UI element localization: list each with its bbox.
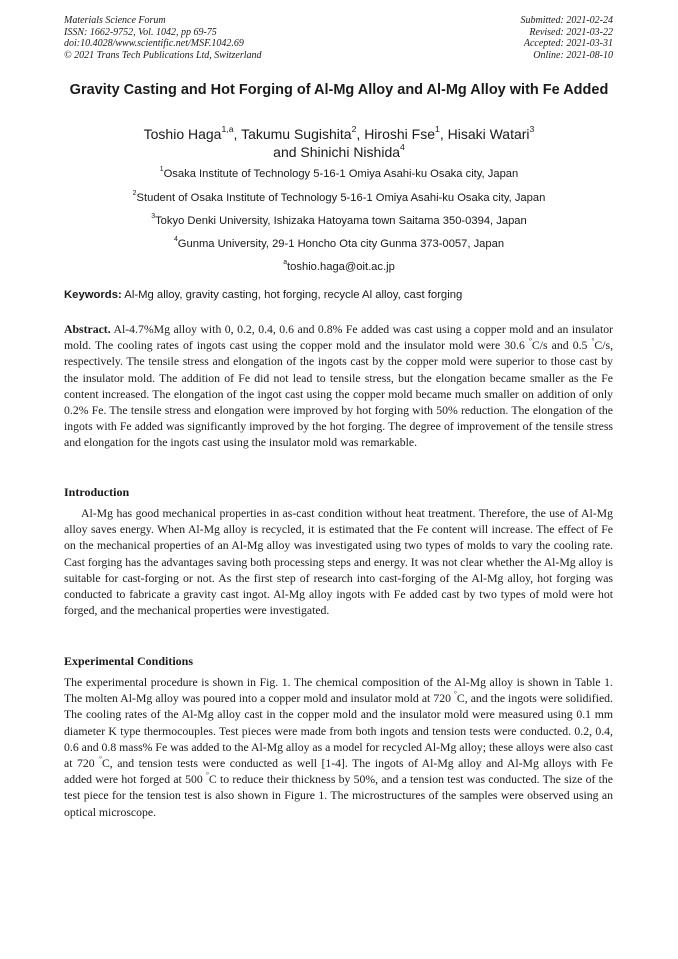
degree-symbol: °	[205, 771, 209, 780]
copyright-line: © 2021 Trans Tech Publications Ltd, Switzerland	[64, 49, 262, 61]
abstract-text: C/s and 0.5	[531, 339, 588, 353]
submission-dates	[521, 15, 614, 61]
author-affiliation-mark: 1,a	[221, 124, 234, 135]
introduction-heading: Introduction	[64, 485, 130, 499]
issn-line: ISSN: 1662-9752, Vol. 1042, pp 69-75	[64, 26, 217, 38]
affiliation-text: Tokyo Denki University, Ishizaka Hatoyama town Saitama 350-0394, Japan	[155, 215, 527, 227]
experimental-text	[64, 675, 613, 821]
affiliation-mark: 3	[151, 213, 156, 221]
journal-name: Materials Science Forum	[64, 15, 166, 26]
affiliation-mark: a	[283, 259, 288, 267]
author-list: Toshio Haga$^{1,a}$, Takumu Sugishita$^2$, Hiroshi Fse$^1$, Hisaki Watari$^3$ and Shinichi Nishida$^4$	[143, 124, 535, 160]
experimental-text-part: C, and the ingots were solidified. The cooling rates of the Al-Mg alloy cast in the copper mold and the insulator mold were measured using 0.1 mm diameter K type thermocouples. Test pieces were made from both ingots and tension tests were conducted. 0.2, 0.4, 0.6 and 0.8 mass% Fe was added to the Al-Mg alloy as a model for recycled Al-Mg alloy; these alloys were also cast at 720	[64, 692, 613, 771]
affiliation-text: Student of Osaka Institute of Technology 5-16-1 Omiya Asahi-ku Osaka city, Japan	[136, 192, 546, 204]
author-affiliation-mark: 1	[434, 124, 440, 135]
keywords	[64, 288, 624, 302]
author-name: Shinichi Nishida	[300, 144, 401, 160]
email-text[interactable]: toshio.haga@oit.ac.jp	[287, 261, 395, 273]
affiliation-text: Gunma University, 29-1 Honcho Ota city Gunma 373-0057, Japan	[177, 238, 505, 250]
revised-date: Revised: 2021-03-22	[529, 26, 613, 38]
degree-symbol: °	[99, 755, 102, 764]
author-name: Takumu Sugishita	[241, 126, 352, 142]
affiliation-text: Osaka Institute of Technology 5-16-1 Omiya Asahi-ku Osaka city, Japan	[163, 168, 519, 180]
author-name: Hisaki Watari	[447, 126, 530, 142]
author-name: Toshio Haga	[143, 126, 222, 142]
keywords-label: Keywords:	[64, 289, 122, 301]
abstract-label: Abstract.	[64, 323, 111, 336]
affiliation-line	[60, 167, 618, 181]
abstract-text: C/s, respectively. The tensile stress and elongation of the ingots cast by the copper mold were superior to those cast by the insulator mold. The addition of Fe did not lead to tensile stress, but the elongation became smaller as the Fe content increased. The elongation of the ingot cast using the copper mold became much smaller on addition of only 0.2% Fe. The tensile stress and elongation were improved by hot forging with 50% reduction. The elongation of the ingots with Fe added was significantly improved by the hot forging. The degree of improvement of the tensile stress and elongation for the ingots cast using the insulator mold was remarkable.	[64, 339, 614, 450]
experimental-text-part: C, and tension tests were conducted as well [1-4]. The ingots of Al-Mg alloy and Al-Mg alloys with Fe added were hot forged at 500	[64, 757, 614, 787]
affiliation-mark: 1	[159, 166, 164, 174]
author-affiliation-mark: 2	[351, 124, 357, 135]
affiliation-line	[60, 191, 618, 205]
online-date: Online: 2021-08-10	[533, 49, 613, 61]
degree-symbol: °	[453, 690, 457, 699]
author-affiliation-mark: 4	[400, 142, 405, 153]
paper-title: Gravity Casting and Hot Forging of Al-Mg Alloy and Al-Mg Alloy with Fe Added	[69, 82, 609, 98]
author-conjunction: and	[273, 144, 297, 160]
corresponding-email[interactable]	[60, 260, 618, 274]
affiliation-line	[60, 214, 618, 228]
submitted-date: Submitted: 2021-02-24	[520, 15, 613, 26]
keywords-text: Al-Mg alloy, gravity casting, hot forging, recycle Al alloy, cast forging	[124, 289, 463, 301]
doi-line: doi:10.4028/www.scientific.net/MSF.1042.69	[64, 38, 244, 49]
introduction-text: Al-Mg has good mechanical properties in as-cast condition without heat treatment. Therefore, the use of Al-Mg alloy saves energy. When Al-Mg alloy is recycled, it is estimated that the Fe content will increase. The effect of Fe on the mechanical properties of an Al-Mg alloy was investigated using two types of molds to vary the cooling rate. Cast forging has the advantages saving both processing steps and energy. It was not clear whether the Al-Mg alloy is suitable for cast-forging or not. As the first step of research into cast-forging of the Al-Mg alloy, hot forging was conducted to fabricate a gravity cast ingot. Al-Mg alloy ingots with Fe added cast by two types of mold were hot forged, and the mechanical properties were investigated.	[64, 507, 613, 618]
accepted-date: Accepted: 2021-03-31	[523, 38, 613, 49]
experimental-text-part: C to reduce their thickness by 50%, and a tension test was conducted. The size of the test piece for the tension test is also shown in Figure 1. The microstructures of the samples were observed using an optical microscope.	[64, 773, 613, 819]
affiliation-line	[60, 237, 618, 251]
affiliation-mark: 2	[132, 190, 137, 198]
abstract	[64, 322, 613, 452]
experimental-heading: Experimental Conditions	[64, 654, 194, 668]
degree-symbol: °	[591, 337, 595, 346]
journal-info	[64, 15, 262, 61]
affiliation-mark: 4	[173, 236, 178, 244]
abstract-text: Al-4.7%Mg alloy with 0, 0.2, 0.4, 0.6 and 0.8% Fe added was cast using a copper mold and an insulator mold. The cooling rates of ingots cast using the copper mold and the insulator mold were 30.6	[64, 323, 614, 353]
author-name: Hiroshi Fse	[364, 126, 435, 142]
degree-symbol: °	[528, 337, 532, 346]
experimental-text-part: The experimental procedure is shown in Fig. 1. The chemical composition of the Al-Mg alloy is shown in Table 1. The molten Al-Mg alloy was poured into a copper mold and insulator mold at 720	[64, 676, 613, 706]
author-affiliation-mark: 3	[529, 124, 535, 135]
